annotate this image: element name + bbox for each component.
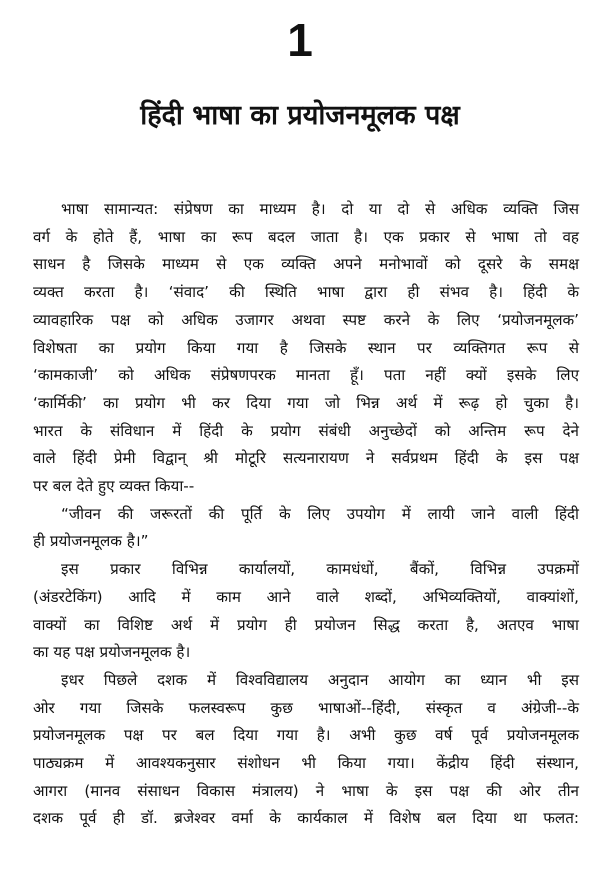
text-line: भाषा सामान्यत: संप्रेषण का माध्यम है। दो या दो से अधिक व्यक्ति जिस — [61, 200, 579, 218]
text-line: व्यक्त करता है। ‘संवाद’ की स्थिति भाषा द्वारा ही संभव है। हिंदी के — [33, 283, 579, 302]
text-line: “जीवन की जरूरतों की पूर्ति के लिए उपयोग में लायी जाने वाली हिंदी — [61, 504, 579, 523]
paragraph — [33, 196, 579, 501]
quote-paragraph — [33, 501, 579, 556]
text-line: प्रयोजनमूलक पक्ष पर बल दिया गया है। अभी कुछ वर्ष पूर्व प्रयोजनमूलक — [33, 726, 579, 745]
text-line: व्यावहारिक पक्ष को अधिक उजागर अथवा स्पष्ट करने के लिए ‘प्रयोजनमूलक’ — [33, 310, 579, 329]
text-line: ओर गया जिसके फलस्वरूप कुछ भाषाओं--हिंदी, संस्कृत व अंग्रेजी--के — [33, 698, 579, 717]
text-line: ‘कामकाजी’ को अधिक संप्रेषणपरक मानता हूँ। पता नहीं क्यों इसके लिए — [33, 366, 579, 385]
text-line: इधर पिछले दशक में विश्वविद्यालय अनुदान आयोग का ध्यान भी इस — [61, 670, 579, 689]
text-line: ही प्रयोजनमूलक है।” — [33, 532, 149, 551]
text-line: वाले हिंदी प्रेमी विद्वान् श्री मोटूरि सत्यनारायण ने सर्वप्रथम हिंदी के इस पक्ष — [33, 449, 579, 468]
text-line: साधन है जिसके माध्यम से एक व्यक्ति अपने मनोभावों को दूसरे के समक्ष — [33, 255, 579, 274]
chapter-title: हिंदी भाषा का प्रयोजनमूलक पक्ष — [140, 100, 460, 131]
text-line: ‘कार्मिकी’ का प्रयोग भी कर दिया गया जो भिन्न अर्थ में रूढ़ हो चुका है। — [33, 393, 579, 412]
text-line: वर्ग के होते हैं, भाषा का रूप बदल जाता है। एक प्रकार से भाषा तो वह — [33, 227, 579, 246]
paragraph — [33, 667, 579, 833]
text-line: वाक्यों का विशिष्ट अर्थ में प्रयोग ही प्रयोजन सिद्ध करता है, अतएव भाषा — [33, 615, 579, 634]
paragraph — [33, 556, 579, 667]
body-text — [33, 196, 579, 833]
chapter-number: 1 — [287, 14, 313, 66]
text-line: (अंडरटेकिंग) आदि में काम आने वाले शब्दों, अभिव्यक्तियों, वाक्यांशों, — [33, 587, 579, 606]
text-line: इस प्रकार विभिन्न कार्यालयों, कामधंधों, बैंकों, विभिन्न उपक्रमों — [61, 560, 579, 579]
text-line: का यह पक्ष प्रयोजनमूलक है। — [33, 643, 191, 662]
text-line: पाठ्यक्रम में आवश्यकनुसार संशोधन भी किया गया। केंद्रीय हिंदी संस्थान, — [33, 754, 579, 773]
text-line: विशेषता का प्रयोग किया गया है जिसके स्थान पर व्यक्तिगत रूप से — [33, 338, 579, 357]
text-line: भारत के संविधान में हिंदी के प्रयोग संबंधी अनुच्छेदों को अन्तिम रूप देने — [33, 421, 579, 440]
text-line: दशक पूर्व ही डॉ. ब्रजेश्वर वर्मा के कार्यकाल में विशेष बल दिया था फलत: — [33, 809, 579, 828]
text-line: पर बल देते हुए व्यक्त किया-- — [33, 477, 195, 496]
text-line: आगरा (मानव संसाधन विकास मंत्रालय) ने भाषा के इस पक्ष की ओर तीन — [33, 781, 579, 800]
